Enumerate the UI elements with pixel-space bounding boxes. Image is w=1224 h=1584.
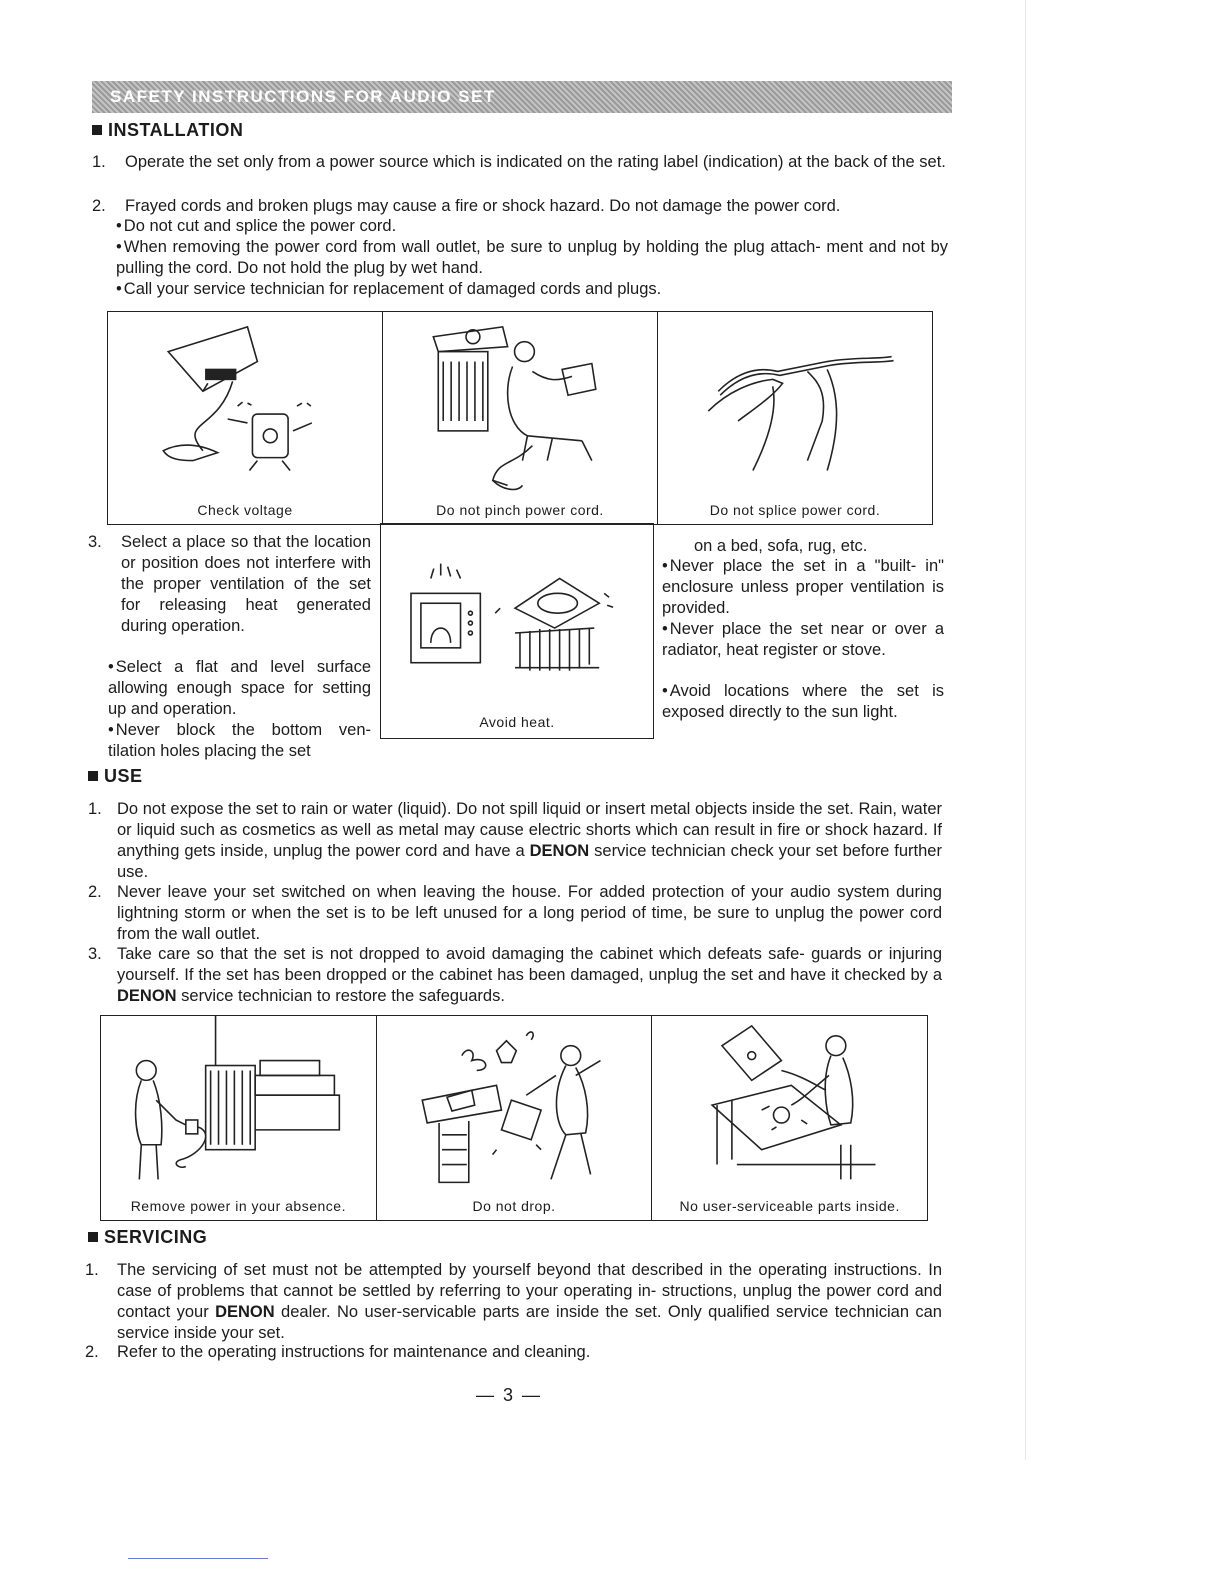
installation-bullet-1: • Do not cut and splice the power cord. bbox=[116, 216, 946, 237]
illustration-check-voltage bbox=[108, 312, 383, 524]
use-item-1: Do not expose the set to rain or water (liquid). Do not spill liquid or insert metal objects inside the set. Rain, water or liquid such as cosmetics as well as metal may cause electric shorts which can result in fire or shock hazard. If anything gets inside, unplug the power cord and have a DENON service technician check your set before further use. bbox=[117, 800, 942, 881]
installation-illustrations bbox=[107, 311, 933, 525]
installation-item-2: Frayed cords and broken plugs may cause a fire or shock hazard. Do not damage the power cord. bbox=[125, 197, 841, 215]
item-number: 3. bbox=[88, 533, 102, 551]
caption-no-user-parts: No user-serviceable parts inside. bbox=[679, 1198, 900, 1214]
caption-do-not-drop: Do not drop. bbox=[472, 1198, 556, 1214]
illustration-do-not-drop bbox=[377, 1016, 653, 1220]
servicing-heading: SERVICING bbox=[88, 1227, 207, 1248]
illustration-splice-cord bbox=[658, 312, 932, 524]
voltage-selector-icon bbox=[108, 312, 382, 524]
item-number: 1. bbox=[88, 800, 102, 818]
illustration-remove-power bbox=[101, 1016, 377, 1220]
installation-item-3-bullet-3: • Never place the set in a "built- in" enclosure unless proper ventilation is provided. bbox=[662, 556, 944, 619]
illustration-no-user-parts bbox=[652, 1016, 927, 1220]
use-item-2: Never leave your set switched on when leaving the house. For added protection of your audio system during lightning storm or when the set is to be left unused for a long period of time, be sure to unplug the power cord from the wall outlet. bbox=[117, 883, 942, 943]
servicing-item-2: Refer to the operating instructions for maintenance and cleaning. bbox=[117, 1343, 591, 1361]
use-item-3: Take care so that the set is not dropped to avoid damaging the cabinet which defeats safe- guards or injuring yourself. If the set has been dropped or the cabinet has been damaged, unplug the set and have it checked by a DENON service technician to restore the safeguards. bbox=[117, 945, 942, 1005]
installation-item-3-bullet-4: • Never place the set near or over a radiator, heat register or stove. bbox=[662, 619, 944, 661]
item-number: 2. bbox=[88, 883, 102, 901]
installation-item-3-bullet-5: • Avoid locations where the set is exposed directly to the sun light. bbox=[662, 681, 944, 723]
installation-item-3-bullet-1: • Select a flat and level surface allowing enough space for setting up and operation. bbox=[108, 657, 371, 720]
page-number: — 3 — bbox=[476, 1385, 543, 1405]
woman-dropping-set-icon bbox=[377, 1016, 652, 1220]
caption-check-voltage: Check voltage bbox=[197, 502, 293, 518]
installation-item-3: Select a place so that the location or position does not interfere with the proper ventilation of the set for releasing heat generated during operation. bbox=[121, 533, 371, 635]
square-bullet-icon bbox=[88, 771, 98, 781]
woman-unplugging-icon bbox=[101, 1016, 376, 1220]
installation-heading: INSTALLATION bbox=[92, 120, 243, 141]
hands-splicing-cord-icon bbox=[658, 312, 932, 524]
square-bullet-icon bbox=[92, 125, 102, 135]
installation-bullet-3: • Call your service technician for replacement of damaged cords and plugs. bbox=[116, 279, 946, 300]
installation-item-1: Operate the set only from a power source which is indicated on the rating label (indication) at the back of the set. bbox=[125, 153, 946, 171]
item-number: 1. bbox=[85, 1261, 99, 1279]
caption-splice-cord: Do not splice power cord. bbox=[709, 502, 881, 518]
caption-remove-power: Remove power in your absence. bbox=[130, 1198, 346, 1214]
use-illustrations bbox=[100, 1015, 928, 1221]
installation-item-3-continuation: on a bed, sofa, rug, etc. bbox=[694, 537, 868, 555]
opened-chassis-icon bbox=[652, 1016, 927, 1220]
illustration-avoid-heat bbox=[380, 523, 654, 739]
woman-reading-icon bbox=[383, 312, 657, 524]
servicing-item-1: The servicing of set must not be attempted by yourself beyond that described in the operating instructions. In case of problems that cannot be settled by referring to your operating in- structions, unplug the power cord and contact your DENON dealer. No user-servicable parts are inside the set. Only qualified service technician can service inside your set. bbox=[117, 1261, 942, 1342]
installation-item-3-bullet-2: • Never block the bottom ven- tilation holes placing the set bbox=[108, 720, 371, 762]
caption-avoid-heat: Avoid heat. bbox=[479, 714, 555, 730]
item-number: 1. bbox=[92, 153, 106, 171]
item-number: 3. bbox=[88, 945, 102, 963]
item-number: 2. bbox=[92, 197, 106, 215]
page-edge bbox=[1025, 0, 1026, 1460]
caption-pinch-cord: Do not pinch power cord. bbox=[436, 502, 604, 518]
square-bullet-icon bbox=[88, 1232, 98, 1242]
heater-and-turntable-icon bbox=[381, 524, 653, 738]
footer-rule bbox=[128, 1558, 268, 1559]
section-header-bar: SAFETY INSTRUCTIONS FOR AUDIO SET bbox=[92, 81, 952, 113]
item-number: 2. bbox=[85, 1343, 99, 1361]
installation-bullet-2: • When removing the power cord from wall outlet, be sure to unplug by holding the plug attach- ment and not by pulling the cord. Do not hold the plug by wet hand. bbox=[116, 237, 948, 279]
illustration-pinch-cord bbox=[383, 312, 658, 524]
use-heading: USE bbox=[88, 766, 143, 787]
